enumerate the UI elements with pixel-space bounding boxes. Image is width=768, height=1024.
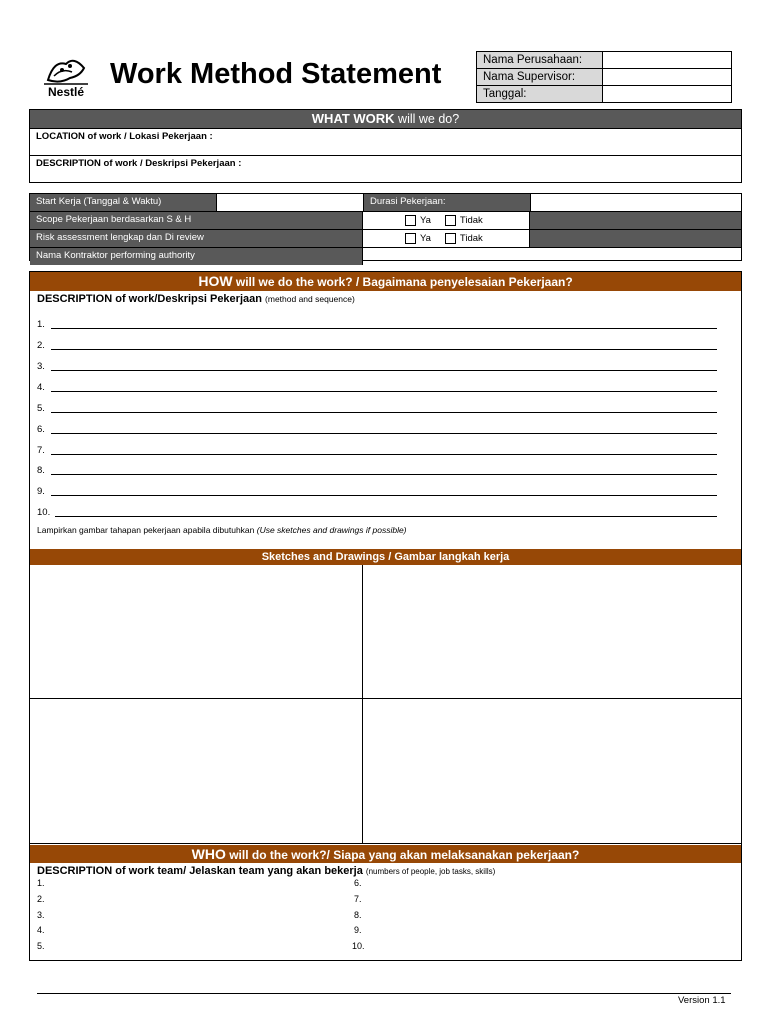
checkbox-icon [445, 233, 456, 244]
how-line-5[interactable] [37, 400, 717, 414]
how-section [29, 271, 742, 961]
how-desc-hint: (method and sequence) [265, 294, 355, 304]
how-line-10[interactable] [37, 504, 717, 518]
who-item-6[interactable]: 6. [354, 878, 362, 888]
who-item-3[interactable]: 3. [37, 910, 45, 920]
who-item-2[interactable]: 2. [37, 894, 45, 904]
sketches-grid [30, 565, 741, 843]
details-table [29, 193, 742, 261]
details-row-start [30, 194, 741, 212]
scope-no-checkbox[interactable] [445, 215, 483, 226]
checkbox-icon [405, 215, 416, 226]
risk-options [363, 230, 530, 247]
line-number: 9. [37, 486, 45, 497]
location-field[interactable] [30, 128, 741, 155]
who-item-5[interactable]: 5. [37, 941, 45, 951]
who-item-9[interactable]: 9. [354, 925, 362, 935]
how-line-8[interactable] [37, 462, 717, 476]
writing-line [51, 370, 717, 371]
who-description-label [37, 865, 495, 877]
writing-line [51, 412, 717, 413]
writing-line [51, 495, 717, 496]
how-line-7[interactable] [37, 442, 717, 456]
how-header-rest: will we do the work? / Bagaimana penyelesaian Pekerjaan? [232, 275, 573, 289]
start-label: Start Kerja (Tanggal & Waktu) [30, 194, 217, 211]
how-line-9[interactable] [37, 483, 717, 497]
who-item-10[interactable]: 10. [352, 941, 365, 951]
info-row-company [477, 52, 731, 69]
checkbox-icon [405, 233, 416, 244]
writing-line [51, 391, 717, 392]
writing-line [55, 516, 717, 517]
writing-line [51, 433, 717, 434]
sketches-header: Sketches and Drawings / Gambar langkah kerja [30, 549, 741, 565]
version-label: Version 1.1 [678, 995, 726, 1006]
location-label: LOCATION of work / Lokasi Pekerjaan : [36, 131, 213, 142]
details-row-scope [30, 212, 741, 230]
who-header-rest: will do the work?/ Siapa yang akan melaksanakan pekerjaan? [225, 848, 580, 862]
who-item-4[interactable]: 4. [37, 925, 45, 935]
company-field[interactable] [603, 52, 731, 68]
risk-no-checkbox[interactable] [445, 233, 483, 244]
who-desc-hint: (numbers of people, job tasks, skills) [365, 867, 496, 876]
writing-line [51, 474, 717, 475]
who-item-8[interactable]: 8. [354, 910, 362, 920]
line-number: 5. [37, 403, 45, 414]
attach-text: Lampirkan gambar tahapan pekerjaan apabila dibutuhkan [37, 525, 257, 535]
description-field[interactable] [30, 155, 741, 182]
how-line-6[interactable] [37, 421, 717, 435]
line-number: 1. [37, 319, 45, 330]
duration-label: Durasi Pekerjaan: [364, 194, 531, 211]
scope-filler [530, 212, 741, 229]
start-field[interactable] [217, 194, 364, 211]
grid-divider-horizontal [30, 698, 741, 699]
how-line-1[interactable] [37, 316, 717, 330]
scope-yes-label: Ya [420, 215, 431, 226]
what-header-main: WHAT WORK [311, 111, 395, 126]
risk-yes-label: Ya [420, 233, 431, 244]
info-row-supervisor [477, 69, 731, 86]
info-row-date [477, 86, 731, 102]
who-header [30, 845, 741, 863]
supervisor-label: Nama Supervisor: [477, 69, 603, 85]
line-number: 8. [37, 465, 45, 476]
date-field[interactable] [603, 86, 731, 102]
writing-line [51, 328, 717, 329]
risk-no-label: Tidak [459, 233, 483, 244]
footer-divider [37, 993, 731, 994]
scope-yes-checkbox[interactable] [405, 215, 431, 226]
logo-wordmark: Nestlé [47, 85, 85, 99]
who-desc-text: DESCRIPTION of work team/ Jelaskan team yang akan bekerja [37, 865, 366, 877]
line-number: 3. [37, 361, 45, 372]
details-row-risk [30, 230, 741, 248]
how-line-3[interactable] [37, 358, 717, 372]
how-line-2[interactable] [37, 337, 717, 351]
scope-options [363, 212, 530, 229]
supervisor-field[interactable] [603, 69, 731, 85]
writing-line [51, 454, 717, 455]
who-item-1[interactable]: 1. [37, 878, 45, 888]
document-title: Work Method Statement [110, 58, 442, 90]
line-number: 10. [37, 507, 51, 518]
line-number: 7. [37, 445, 45, 456]
checkbox-icon [445, 215, 456, 226]
line-number: 2. [37, 340, 45, 351]
risk-yes-checkbox[interactable] [405, 233, 431, 244]
info-table [476, 51, 732, 103]
how-desc-text: DESCRIPTION of work/Deskripsi Pekerjaan [37, 293, 266, 305]
date-label: Tanggal: [477, 86, 603, 102]
how-header [30, 272, 741, 291]
line-number: 4. [37, 382, 45, 393]
duration-field[interactable] [531, 194, 741, 211]
grid-divider-vertical [362, 565, 363, 843]
what-header-rest: will we do? [394, 112, 460, 126]
attach-note [37, 525, 407, 535]
attach-hint: (Use sketches and drawings if possible) [256, 525, 407, 535]
what-section [29, 109, 742, 183]
scope-no-label: Tidak [459, 215, 483, 226]
what-header [30, 110, 741, 128]
contractor-label: Nama Kontraktor performing authority [30, 248, 363, 265]
risk-label: Risk assessment lengkap dan Di review [30, 230, 363, 247]
contractor-field[interactable] [363, 248, 741, 265]
writing-line [51, 349, 717, 350]
nestle-logo [40, 50, 92, 100]
company-label: Nama Perusahaan: [477, 52, 603, 68]
how-description-label [37, 293, 355, 305]
description-label: DESCRIPTION of work / Deskripsi Pekerjaan : [36, 158, 242, 169]
details-row-contractor [30, 248, 741, 265]
scope-label: Scope Pekerjaan berdasarkan S & H [30, 212, 363, 229]
line-number: 6. [37, 424, 45, 435]
who-header-main: WHO [191, 846, 226, 862]
grid-divider-bottom [30, 843, 741, 844]
risk-filler [530, 230, 741, 247]
who-item-7[interactable]: 7. [354, 894, 362, 904]
how-line-4[interactable] [37, 379, 717, 393]
how-header-main: HOW [198, 273, 233, 289]
